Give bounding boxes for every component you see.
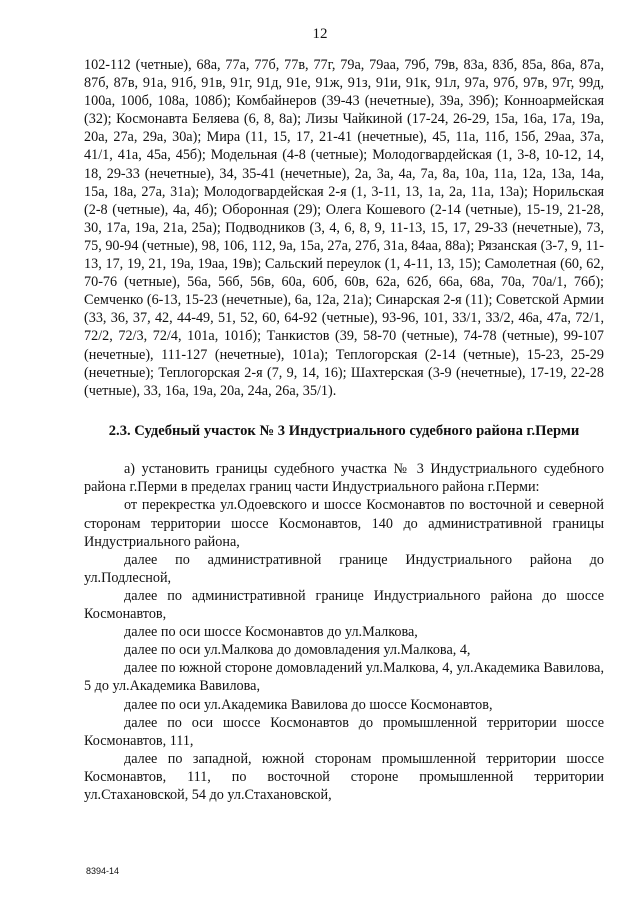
route-line: далее по оси ул.Академика Вавилова до шоссе Космонавтов, bbox=[124, 696, 493, 713]
route-line: далее по оси шоссе Космонавтов до промышленной территории шоссе Космонавтов, 111, bbox=[84, 714, 604, 749]
page-number: 12 bbox=[312, 26, 328, 42]
route-line: далее по оси ул.Малкова до домовладения ул.Малкова, 4, bbox=[124, 642, 471, 659]
route-line: далее по западной, южной сторонам промышленной территории шоссе Космонавтов, 111, по восточной стороне промышленной территории ул.Стахановской, 54 до ул.Стахановской, bbox=[84, 750, 604, 803]
route-line: далее по административной границе Индустриального района до шоссе Космонавтов, bbox=[84, 587, 604, 623]
route-line: далее по административной границе Индустриального района до ул.Подлесной, bbox=[84, 551, 604, 586]
route-line: далее по южной стороне домовладений ул.Малкова, 4, ул.Академика Вавилова, 5 до ул.Академика Вавилова, bbox=[84, 660, 604, 695]
clause-a-paragraph: а) установить границы судебного участка № 3 Индустриального судебного района г.Перми в пределах границ части Индустриального района г.Перми: bbox=[84, 461, 604, 496]
route-line: далее по оси шоссе Космонавтов до ул.Малкова, bbox=[124, 624, 418, 641]
footer-code: 8394-14 bbox=[86, 866, 120, 876]
streets-paragraph: 102-112 (четные), 68а, 77а, 77б, 77в, 77г, 79а, 79аа, 79б, 79в, 83а, 83б, 85а, 86а, 87а, 87б, 87в, 91а, 91б, 91в, 91г, 91д, 91е, 91ж, 91з, 91и, 91к, 91л, 97а, 97б, 97в, 97г, 99д, 100а, 100б, 108а, 108б); Комбайнеров (39-43 (нечетные), 39а, 39б); Конноармейская (32); Космонавта Беляева (6, 8, 8а); Лизы Чайкиной (17-24, 26-29, 15а, 16а, 17а, 19а, 20а, 27а, 29а, 30а); Мира (11, 15, 17, 21-41 (нечетные), 45, 11а, 11б, 15б, 29аа, 37а, 41/1, 41а, 45а, 45б); Модельная (4-8 (четные); Молодогвардейская (1, 3-8, 10-12, 14, 18, 29-33 (нечетные), 34, 35-41 (нечетные), 2а, 3а, 4а, 7а, 8а, 10а, 11а, 12а, 13а, 14а, 15а, 18а, 27а, 31а); Молодогвардейская 2-я (1, 3-11, 13, 1а, 2а, 11а, 13а); Норильская (2-8 (четные), 4а, 4б); Оборонная (29); Олега Кошевого (2-14 (четные), 15-19, 21-28, 30, 17а, 19а, 21а, 25а); Подводников (3, 4, 6, 8, 9, 11-13, 15, 17, 29-33 (нечетные), 73, 75, 90-94 (четные), 98, 106, 112, 9а, 15а, 27а, 27б, 31а, 84аа, 88а); Рязанская (3-7, 9, 11-13, 17, 19, 21, 19а, 19аа, 19в); Сальский переулок (1, 4-11, 13, 15); Самолетная (60, 62, 70-76 (четные), 56а, 56б, 56в, 60а, 60б, 60в, 62а, 62б, 66а, 68а, 70а, 70а/1, 76б); Семченко (6-13, 15-23 (нечетные), 6а, 12а, 21а); Синарская 2-я (11); Советской Армии (33, 36, 37, 42, 44-49, 51, 52, 60, 64-92 (четные), 93-96, 101, 33/1, 33/2, 46а, 47а, 72/1, 72/2, 72/3, 72/4, 101а, 101б); Танкистов (39, 58-70 (четные), 74-78 (четные), 99-107 (нечетные), 111-127 (нечетные), 101а); Теплогорская (2-14 (четные), 15-23, 25-29 (нечетные); Теплогорская 2-я (7, 9, 14, 16); Шахтерская (3-9 (нечетные), 17-19, 22-28 (четные), 33, 16а, 19а, 20а, 24а, 26а, 35/1). bbox=[84, 57, 604, 399]
section-heading: 2.3. Судебный участок № 3 Индустриального судебного района г.Перми bbox=[108, 422, 580, 439]
route-line: от перекрестка ул.Одоевского и шоссе Космонавтов по восточной и северной сторонам территории шоссе Космонавтов, 140 до административной границы Индустриального района, bbox=[84, 497, 604, 550]
document-body bbox=[84, 56, 604, 804]
